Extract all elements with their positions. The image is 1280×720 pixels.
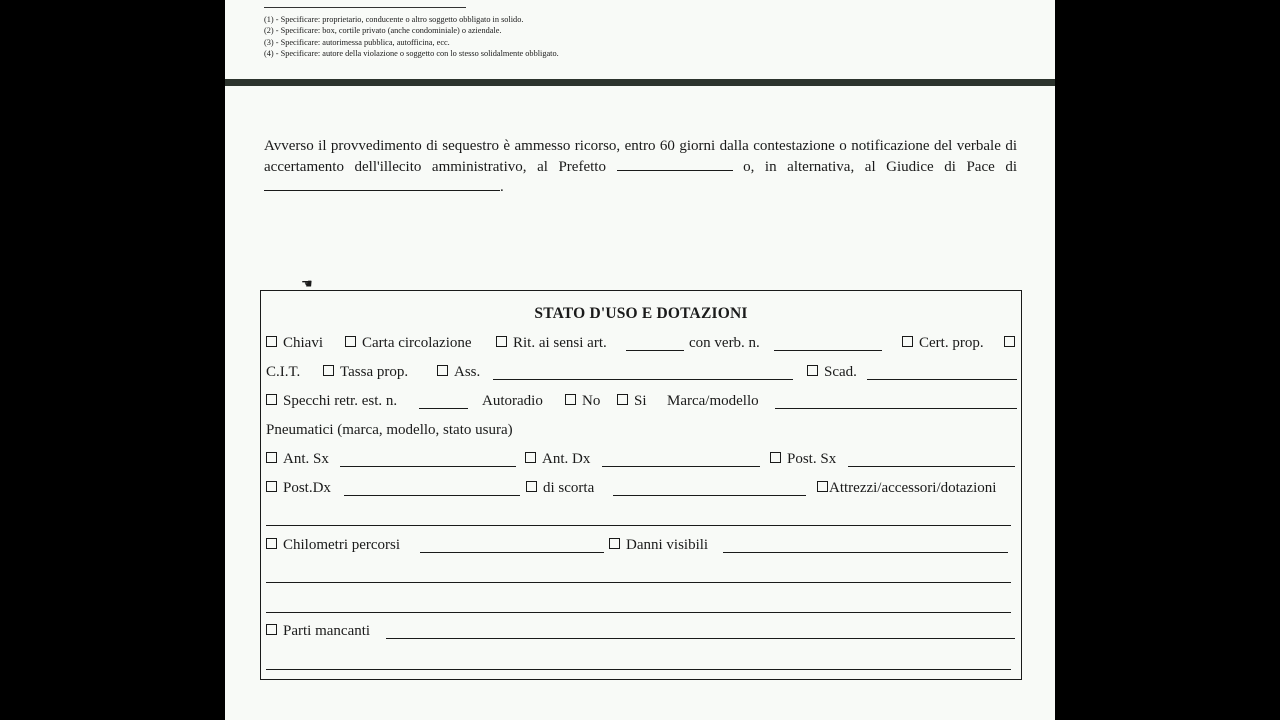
ant-dx-item[interactable]: Ant. Dx	[525, 448, 590, 470]
stato-uso-box	[260, 290, 1022, 680]
marca-label: Marca/modello	[667, 393, 759, 409]
checkbox[interactable]	[565, 394, 576, 405]
cert-item[interactable]: Cert. prop.	[902, 332, 984, 354]
danni-item[interactable]: Danni visibili	[609, 534, 708, 556]
checkbox[interactable]	[617, 394, 628, 405]
appeal-paragraph	[264, 137, 1017, 198]
verb-blank[interactable]	[774, 349, 882, 351]
chiavi-item[interactable]: Chiavi	[266, 332, 323, 354]
rit-item[interactable]: Rit. ai sensi art.	[496, 332, 607, 354]
checkbox[interactable]	[817, 481, 828, 492]
cit-checkbox[interactable]	[1004, 332, 1021, 354]
scorta-item[interactable]: di scorta	[526, 477, 594, 499]
danni-blank-2[interactable]	[266, 581, 1011, 583]
checkbox[interactable]	[526, 481, 537, 492]
footnote-4: (4) - Specificare: autore della violazione o soggetto con lo stesso solidalmente obbligato.	[264, 49, 559, 59]
ant-sx-item[interactable]: Ant. Sx	[266, 448, 329, 470]
pneumatici-label: Pneumatici (marca, modello, stato usura)	[266, 422, 513, 438]
danni-blank[interactable]	[723, 551, 1008, 553]
con-verb-label: con verb. n.	[689, 335, 760, 351]
autoradio-label: Autoradio	[482, 393, 543, 409]
ass-blank[interactable]	[493, 378, 793, 380]
scorta-blank[interactable]	[613, 494, 806, 496]
parti-item[interactable]: Parti mancanti	[266, 620, 370, 642]
specchi-blank[interactable]	[419, 407, 468, 409]
specchi-item[interactable]: Specchi retr. est. n.	[266, 390, 397, 412]
post-dx-item[interactable]: Post.Dx	[266, 477, 331, 499]
si-item[interactable]: Si	[617, 390, 647, 412]
scad-item[interactable]: Scad.	[807, 361, 857, 383]
section-title: STATO D'USO E DOTAZIONI	[534, 305, 748, 322]
paragraph-text-1: Avverso il provvedimento di sequestro è ammesso ricorso, entro 60 giorni dalla contestazione o notificazione del verbale di accertamento dell'illecito amministrativo, al Prefetto	[264, 138, 1017, 175]
post-sx-item[interactable]: Post. Sx	[770, 448, 836, 470]
chilometri-blank[interactable]	[420, 551, 604, 553]
post-dx-blank[interactable]	[344, 494, 520, 496]
checkbox[interactable]	[525, 452, 536, 463]
checkbox[interactable]	[1004, 336, 1015, 347]
footnotes	[264, 14, 559, 60]
checkbox[interactable]	[902, 336, 913, 347]
marca-blank[interactable]	[775, 407, 1017, 409]
checkbox[interactable]	[496, 336, 507, 347]
checkbox[interactable]	[770, 452, 781, 463]
row-1	[266, 332, 1018, 354]
checkbox[interactable]	[807, 365, 818, 376]
ant-dx-blank[interactable]	[602, 465, 760, 467]
tassa-item[interactable]: Tassa prop.	[323, 361, 408, 383]
ass-item[interactable]: Ass.	[437, 361, 480, 383]
row-5	[266, 448, 1018, 470]
checkbox[interactable]	[266, 452, 277, 463]
carta-item[interactable]: Carta circolazione	[345, 332, 472, 354]
prefetto-blank[interactable]	[617, 157, 733, 171]
rit-blank[interactable]	[626, 349, 684, 351]
parti-blank-2[interactable]	[266, 668, 1011, 670]
attrezzi-item[interactable]: Attrezzi/accessori/dotazioni	[817, 477, 996, 499]
chilometri-item[interactable]: Chilometri percorsi	[266, 534, 400, 556]
ant-sx-blank[interactable]	[340, 465, 516, 467]
attrezzi-blank[interactable]	[266, 524, 1011, 526]
checkbox[interactable]	[266, 394, 277, 405]
cit-label: C.I.T.	[266, 364, 301, 380]
row-2	[266, 361, 1018, 383]
checkbox[interactable]	[266, 624, 277, 635]
checkbox[interactable]	[609, 538, 620, 549]
parti-blank[interactable]	[386, 637, 1015, 639]
row-4	[266, 419, 1018, 441]
checkbox[interactable]	[266, 481, 277, 492]
row-6	[266, 477, 1018, 499]
checkbox[interactable]	[345, 336, 356, 347]
danni-blank-3[interactable]	[266, 611, 1011, 613]
scad-blank[interactable]	[867, 378, 1017, 380]
checkbox[interactable]	[266, 538, 277, 549]
checkbox[interactable]	[266, 336, 277, 347]
footnote-2: (2) - Specificare: box, cortile privato (anche condominiale) o aziendale.	[264, 26, 502, 36]
document-page	[225, 0, 1055, 720]
paragraph-text-2: o, in alternativa, al Giudice di Pace di	[743, 158, 1018, 175]
row-8	[266, 534, 1018, 556]
footnote-1: (1) - Specificare: proprietario, conducente o altro soggetto obbligato in solido.	[264, 15, 524, 24]
checkbox[interactable]	[437, 365, 448, 376]
no-item[interactable]: No	[565, 390, 600, 412]
footnote-rule	[264, 7, 466, 8]
page-separator	[225, 79, 1055, 86]
row-3	[266, 390, 1018, 412]
giudice-blank[interactable]	[264, 177, 500, 191]
footnote-3: (3) - Specificare: autorimessa pubblica, autofficina, ecc.	[264, 37, 450, 47]
row-11	[266, 620, 1018, 642]
checkbox[interactable]	[323, 365, 334, 376]
paragraph-text-3: .	[500, 179, 504, 195]
hand-cursor-icon: ☚	[301, 276, 313, 291]
post-sx-blank[interactable]	[848, 465, 1015, 467]
